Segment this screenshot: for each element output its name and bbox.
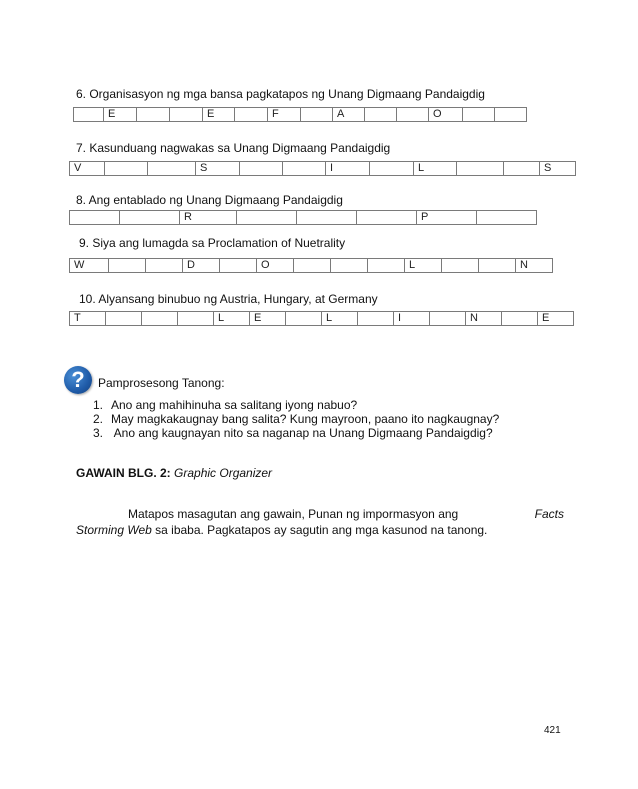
letter-cell[interactable]: L (214, 312, 250, 326)
letter-cell[interactable]: F (268, 108, 301, 122)
letter-cell[interactable]: E (250, 312, 286, 326)
instruction-paragraph (76, 506, 564, 538)
letter-grid (69, 311, 574, 326)
letter-cell[interactable] (70, 211, 120, 225)
question-label: 7. Kasunduang nagwakas sa Unang Digmaang Pandaigdig (76, 141, 391, 155)
activity-number: GAWAIN BLG. 2: (76, 466, 171, 480)
letter-cell[interactable] (442, 259, 479, 273)
list-item: 2. May magkakaugnay bang salita? Kung mayroon, paano ito nagkaugnay? (93, 412, 500, 426)
letter-cell[interactable]: E (104, 108, 137, 122)
processing-questions-title: Pamprosesong Tanong: (98, 376, 225, 390)
letter-cell[interactable]: I (326, 162, 370, 176)
letter-cell[interactable]: P (417, 211, 477, 225)
letter-cell[interactable] (106, 312, 142, 326)
letter-cell[interactable] (237, 211, 297, 225)
letter-grid (73, 107, 527, 122)
letter-cell[interactable] (220, 259, 257, 273)
letter-cell[interactable]: L (322, 312, 358, 326)
letter-cell[interactable] (365, 108, 397, 122)
letter-cell[interactable] (479, 259, 516, 273)
letter-cell[interactable] (301, 108, 333, 122)
letter-cell[interactable] (331, 259, 368, 273)
letter-cell[interactable] (148, 162, 196, 176)
letter-cell[interactable] (142, 312, 178, 326)
instruction-facts: Facts (534, 507, 564, 521)
letter-cell[interactable] (120, 211, 180, 225)
letter-cell[interactable] (74, 108, 104, 122)
list-item: 3. Ano ang kaugnayan nito sa naganap na Unang Digmaang Pandaigdig? (93, 426, 493, 440)
activity-subtitle: Graphic Organizer (174, 466, 273, 480)
letter-cell[interactable] (477, 211, 537, 225)
letter-cell[interactable] (146, 259, 183, 273)
letter-cell[interactable] (370, 162, 414, 176)
letter-cell[interactable]: O (429, 108, 463, 122)
letter-cell[interactable] (137, 108, 170, 122)
letter-cell[interactable] (502, 312, 538, 326)
letter-cell[interactable]: W (70, 259, 109, 273)
letter-cell[interactable] (105, 162, 148, 176)
question-mark-icon: ? (64, 366, 92, 394)
letter-grid (69, 161, 576, 176)
letter-cell[interactable]: S (196, 162, 240, 176)
page-number: 421 (544, 725, 561, 736)
letter-cell[interactable]: R (180, 211, 237, 225)
letter-cell[interactable]: N (466, 312, 502, 326)
letter-cell[interactable]: L (414, 162, 457, 176)
question-label: 9. Siya ang lumagda sa Proclamation of Nuetrality (79, 236, 346, 250)
letter-cell[interactable]: D (183, 259, 220, 273)
letter-cell[interactable] (495, 108, 527, 122)
letter-cell[interactable] (109, 259, 146, 273)
letter-cell[interactable]: V (70, 162, 105, 176)
activity-heading (76, 466, 272, 480)
letter-cell[interactable]: I (394, 312, 430, 326)
letter-cell[interactable] (283, 162, 326, 176)
instruction-text-1: Matapos masagutan ang gawain, Punan ng impormasyon ang (128, 507, 459, 521)
letter-cell[interactable] (368, 259, 405, 273)
letter-cell[interactable]: E (203, 108, 235, 122)
letter-cell[interactable] (504, 162, 540, 176)
instruction-text-2: sa ibaba. Pagkatapos ay sagutin ang mga kasunod na tanong. (151, 523, 488, 537)
letter-cell[interactable] (286, 312, 322, 326)
letter-cell[interactable]: T (70, 312, 106, 326)
letter-cell[interactable] (357, 211, 417, 225)
letter-cell[interactable] (430, 312, 466, 326)
letter-cell[interactable] (457, 162, 504, 176)
instruction-storming-web: Storming Web (76, 523, 152, 537)
letter-cell[interactable] (170, 108, 203, 122)
list-item: 1. Ano ang mahihinuha sa salitang iyong nabuo? (93, 398, 358, 412)
letter-cell[interactable]: S (540, 162, 576, 176)
letter-cell[interactable]: E (538, 312, 574, 326)
question-label: 10. Alyansang binubuo ng Austria, Hungary, at Germany (79, 292, 378, 306)
letter-cell[interactable]: L (405, 259, 442, 273)
question-label: 8. Ang entablado ng Unang Digmaang Pandaigdig (76, 193, 343, 207)
processing-questions-list (93, 398, 499, 440)
letter-grid (69, 258, 553, 273)
letter-grid (69, 210, 537, 225)
letter-cell[interactable] (178, 312, 214, 326)
letter-cell[interactable]: A (333, 108, 365, 122)
letter-cell[interactable] (297, 211, 357, 225)
letter-cell[interactable] (240, 162, 283, 176)
letter-cell[interactable] (235, 108, 268, 122)
letter-cell[interactable] (358, 312, 394, 326)
letter-cell[interactable] (294, 259, 331, 273)
question-label: 6. Organisasyon ng mga bansa pagkatapos ng Unang Digmaang Pandaigdig (76, 87, 485, 101)
letter-cell[interactable] (397, 108, 429, 122)
letter-cell[interactable]: N (516, 259, 553, 273)
letter-cell[interactable]: O (257, 259, 294, 273)
letter-cell[interactable] (463, 108, 495, 122)
